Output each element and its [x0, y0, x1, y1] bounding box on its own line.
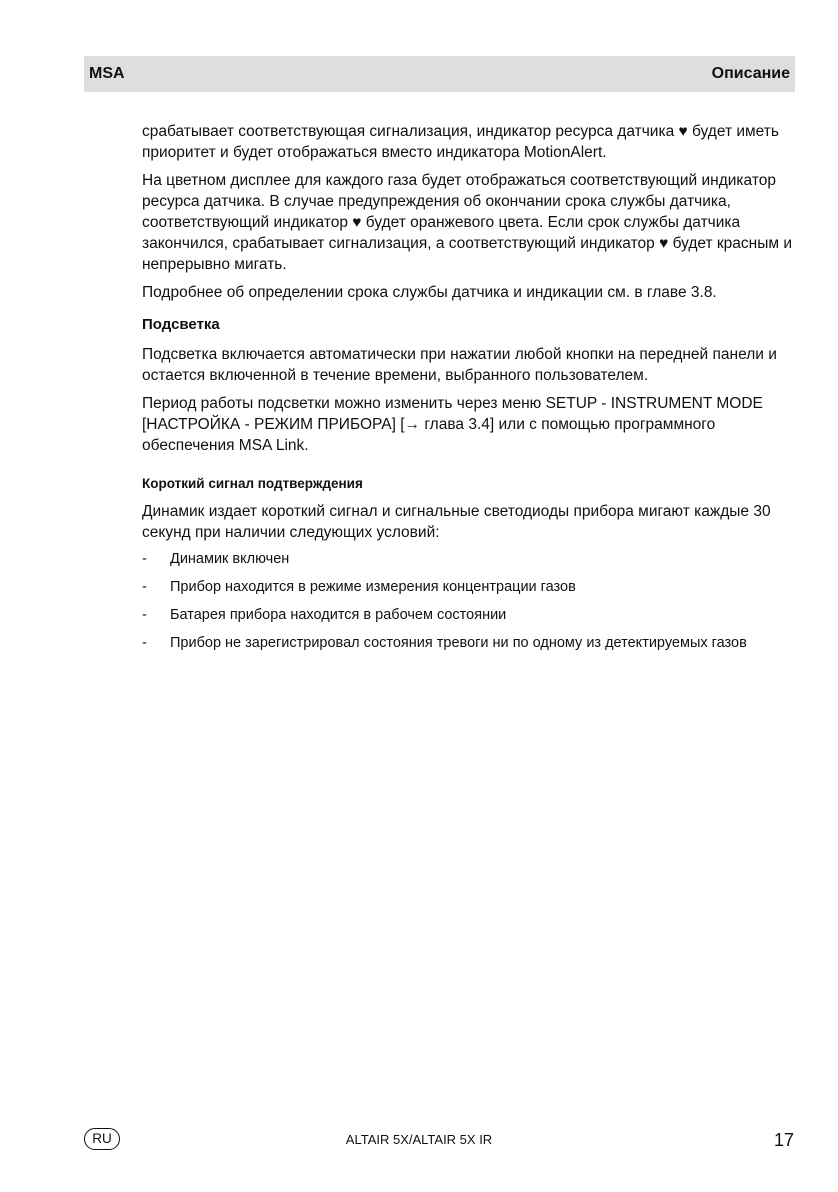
list-item [142, 606, 794, 625]
list-item-text: Батарея прибора находится в рабочем состоянии [170, 607, 507, 623]
paragraph-sensor-priority: срабатывает соответствующая сигнализация, индикатор ресурса датчика ♥ будет иметь приоритет и будет отображаться вместо индикатора MotionAlert. [142, 123, 779, 161]
list-item-text: Прибор находится в режиме измерения концентрации газов [170, 579, 576, 595]
paragraph-color-display: На цветном дисплее для каждого газа будет отображаться соответствующий индикатор ресурса датчика. В случае предупреждения об окончании срока службы датчика, соответствующий индикатор ♥ будет оранжевого цвета. Если срок службы датчика закончился, срабатывает сигнализация, а соответствующий индикатор ♥ будет красным и непрерывно мигать. [142, 172, 792, 273]
heading-confirmation-beep: Короткий сигнал подтверждения [142, 476, 363, 491]
list-item-text: Прибор не зарегистрировал состояния тревоги ни по одному из детектируемых газов [170, 635, 747, 651]
language-badge: RU [84, 1128, 120, 1150]
list-item [142, 550, 794, 569]
main-content [142, 121, 794, 662]
conditions-list [142, 550, 794, 653]
list-item-text: Динамик включен [170, 551, 290, 567]
footer-model-name: ALTAIR 5X/ALTAIR 5X IR [345, 1132, 493, 1147]
heading-backlight: Подсветка [142, 316, 220, 333]
list-item [142, 634, 794, 653]
list-dash: - [142, 579, 147, 595]
paragraph-backlight-auto: Подсветка включается автоматически при нажатии любой кнопки на передней панели и остается включенной в течение времени, выбранного пользователем. [142, 346, 777, 384]
header-section-title: Описание [711, 65, 790, 82]
page-header [84, 56, 795, 92]
page-number: 17 [773, 1130, 794, 1150]
paragraph-see-chapter: Подробнее об определении срока службы датчика и индикации см. в главе 3.8. [142, 284, 717, 301]
paragraph-beep-description: Динамик издает короткий сигнал и сигнальные светодиоды прибора мигают каждые 30 секунд при наличии следующих условий: [142, 503, 771, 541]
paragraph-backlight-period: Период работы подсветки можно изменить через меню SETUP - INSTRUMENT MODE [НАСТРОЙКА - РЕЖИМ ПРИБОРА] [→ глава 3.4] или с помощью программного обеспечения MSA Link. [142, 395, 763, 454]
header-brand: MSA [89, 65, 125, 82]
list-dash: - [142, 607, 147, 623]
list-item [142, 578, 794, 597]
list-dash: - [142, 635, 147, 651]
list-dash: - [142, 551, 147, 567]
